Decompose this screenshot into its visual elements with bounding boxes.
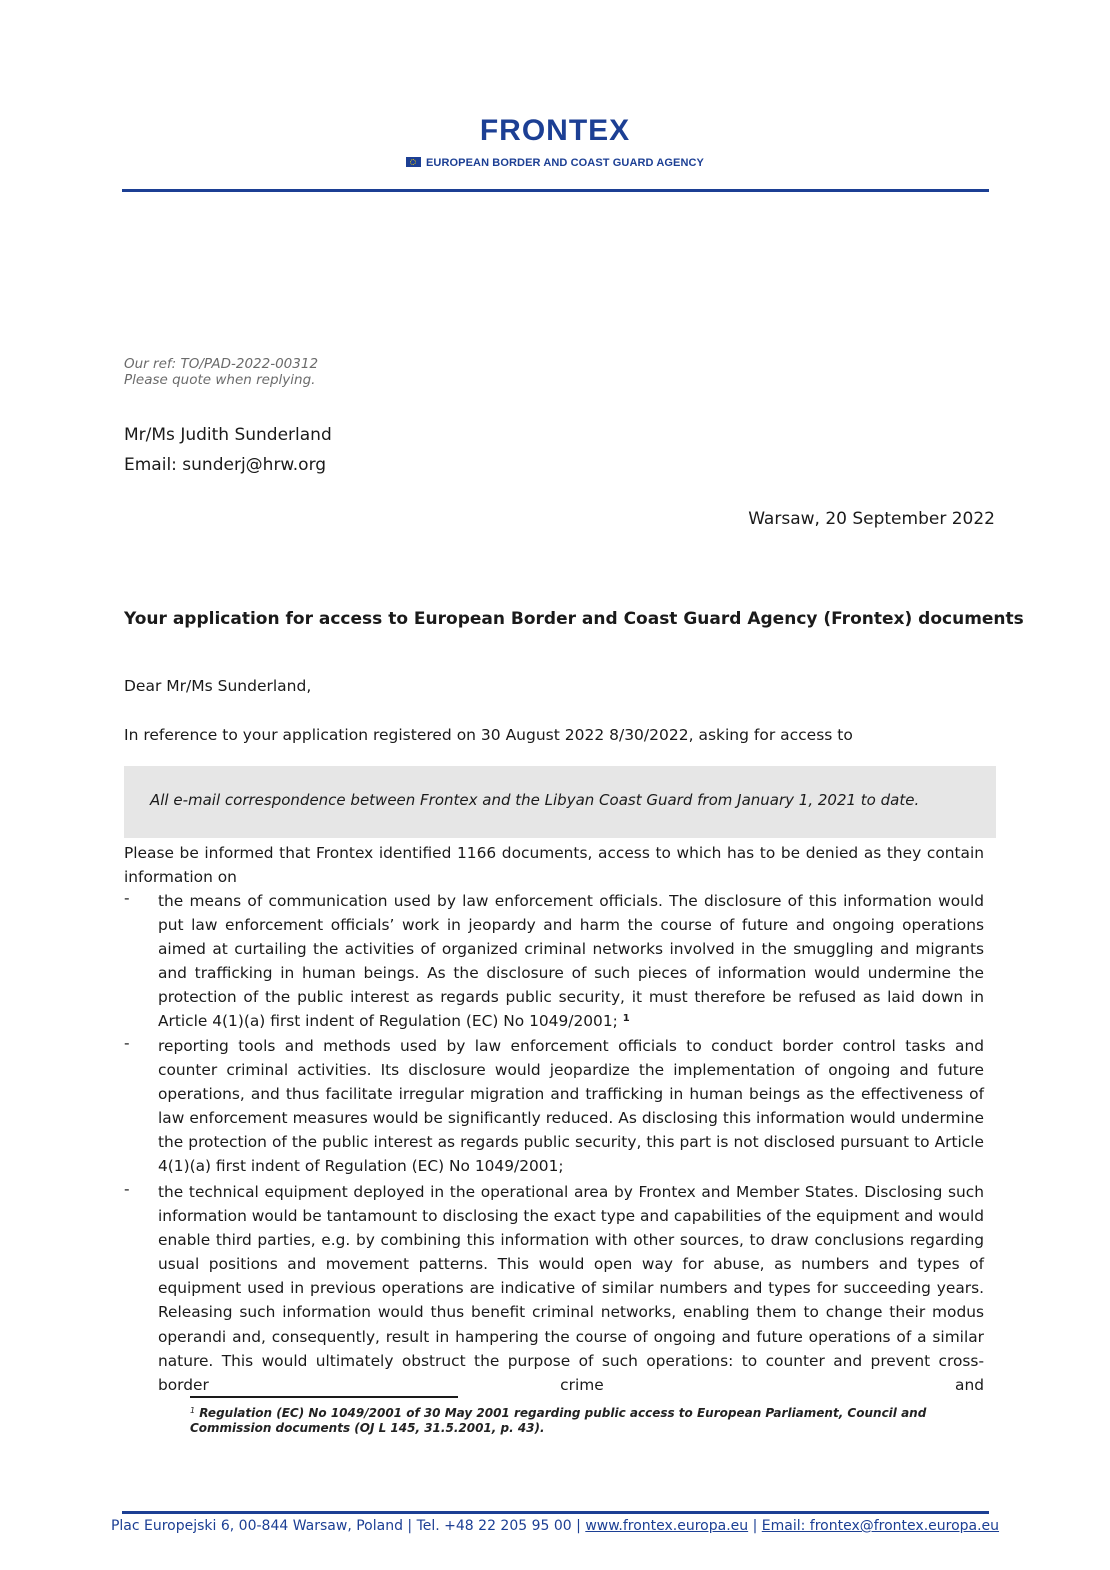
website-link[interactable]: www.frontex.europa.eu [585,1518,749,1534]
footnote-marker: 1 [622,1013,630,1025]
footer-contact [0,1518,1110,1534]
informed-paragraph: Please be informed that Frontex identified 1166 documents, access to which has to be denied as they contain information on [124,844,984,887]
bullet-dash: - [124,1180,130,1198]
footnote-divider [190,1396,458,1398]
footer-address: Plac Europejski 6, 00-844 Warsaw, Poland [110,1518,403,1534]
intro-paragraph: In reference to your application registered on 30 August 2022 8/30/2022, asking for access to [124,726,853,744]
eu-flag-icon [406,157,421,167]
recipient-name: Mr/Ms Judith Sunderland [124,425,332,445]
recipient-email: Email: sunderj@hrw.org [124,455,327,475]
letter-subject: Your application for access to European Border and Coast Guard Agency (Frontex) documents [124,609,1024,629]
email-link[interactable]: Email: frontex@frontex.europa.eu [761,1518,1000,1534]
quote-note: Please quote when replying. [124,372,316,388]
bullet-dash: - [124,1034,130,1052]
our-reference: Our ref: TO/PAD-2022-00312 [124,356,319,372]
footnote [190,1406,950,1436]
bullet-text: the means of communication used by law enforcement officials. The disclosure of this information would put law enforcement officials’ work in jeopardy and harm the course of future and ongoing operations aimed at curtailing the activities of organized criminal networks involved in the smuggling and migrants and trafficking in human beings. As the disclosure of such pieces of information would undermine the protection of the public interest as regards public security, it must therefore be refused as laid down in Article 4(1)(a) first indent of Regulation (EC) No 1049/2001; [158,892,984,1031]
bullet-item-reporting-tools: reporting tools and methods used by law enforcement officials to conduct border control tasks and counter criminal activities. Its disclosure would jeopardize the implementation of ongoing and future operations, and thus facilitate irregular migration and trafficking in human beings as the effectiveness of law enforcement measures would be significantly reduced. As disclosing this information would undermine the protection of the public interest as regards public security, this part is not disclosed pursuant to Article 4(1)(a) first indent of Regulation (EC) No 1049/2001; [158,1037,984,1176]
agency-name [0,157,1110,169]
header-divider [122,189,989,192]
request-quote-text: All e-mail correspondence between Frontex and the Libyan Coast Guard from January 1, 2021 to date. [150,791,920,809]
footer-separator: | [571,1518,586,1534]
footer-tel: Tel. +48 22 205 95 00 [416,1518,572,1534]
agency-name-text: EUROPEAN BORDER AND COAST GUARD AGENCY [426,157,704,169]
footer-separator: | [748,1518,762,1534]
frontex-logo: FRONTEX [479,114,631,147]
bullet-item-communication [158,889,984,1034]
footer-divider [122,1511,989,1514]
bullet-item-technical-equipment: the technical equipment deployed in the operational area by Frontex and Member States. Disclosing such information would be tantamount to disclosing the exact type and capabilities of the equipment and would enable third parties, e.g. by combining this information with other sources, to draw conclusions regarding usual positions and movement patterns. This would open way for abuse, as numbers and types of equipment used in previous operations are indicative of similar numbers and types for succeeding years. Releasing such information would thus benefit criminal networks, enabling them to change their modus operandi and, consequently, result in hampering the course of ongoing and future operations of a similar nature. This would ultimately obstruct the purpose of such operations: to counter and prevent cross-border crime and [158,1183,984,1394]
footnote-number: 1 [190,1406,196,1415]
footnote-text: Regulation (EC) No 1049/2001 of 30 May 2001 regarding public access to European Parliament, Council and Commission documents (OJ L 145, 31.5.2001, p. 43). [190,1406,927,1435]
salutation: Dear Mr/Ms Sunderland, [124,677,312,695]
letter-date: Warsaw, 20 September 2022 [748,509,995,529]
footer-separator: | [402,1518,417,1534]
bullet-dash: - [124,889,130,907]
